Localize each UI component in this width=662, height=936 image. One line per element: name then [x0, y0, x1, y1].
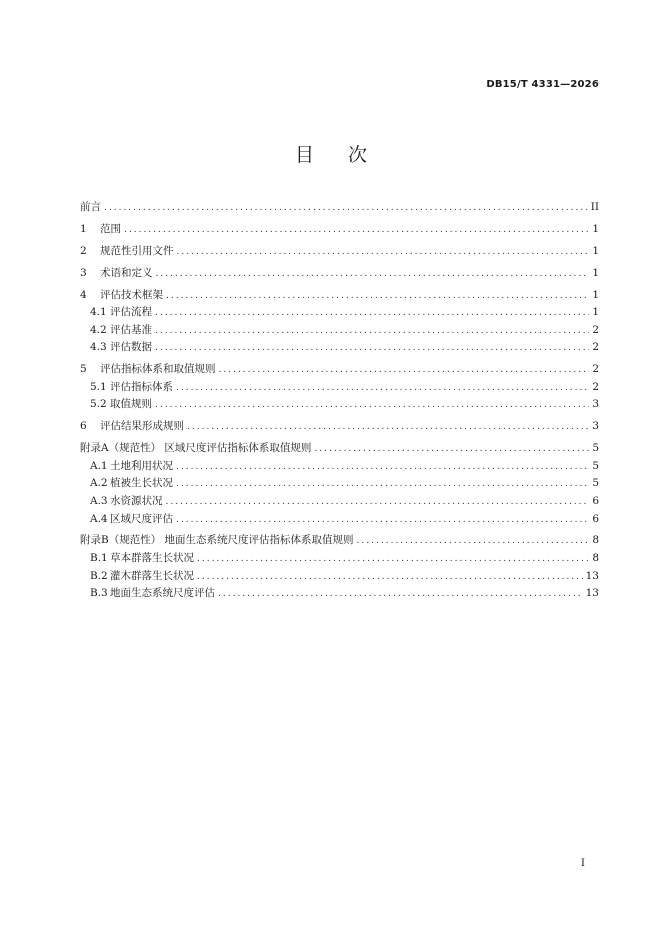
- toc-entry-page: 2: [592, 323, 599, 336]
- page-number: I: [581, 858, 585, 869]
- toc-entry-b-2[interactable]: [80, 568, 599, 586]
- toc-entry-page: 1: [592, 288, 599, 301]
- toc-entry-number: 3: [80, 266, 87, 279]
- toc-entry-number: A.4: [90, 512, 108, 525]
- leader-dots: [218, 586, 583, 604]
- toc-entry-number: B.3: [90, 587, 108, 600]
- toc-entry-label: 规范性引用文件: [100, 244, 174, 257]
- leader-dots: [219, 362, 590, 380]
- toc-entry-page: 6: [592, 512, 599, 525]
- toc-entry-label: 草本群落生长状况: [110, 552, 194, 565]
- toc-entry-page: 1: [592, 306, 599, 319]
- toc-entry-page: 1: [592, 222, 599, 235]
- toc-entry-number: 6: [80, 420, 87, 433]
- toc-entry-page: 13: [585, 587, 599, 600]
- leader-dots: [155, 305, 589, 323]
- toc-entry-2[interactable]: [80, 243, 599, 261]
- document-code: DB15/T 4331—2026: [486, 79, 599, 90]
- toc-entry-label: 水资源状况: [110, 494, 163, 507]
- toc-entry-label: 范围: [100, 222, 121, 235]
- toc-entry-label: 评估流程: [110, 306, 152, 319]
- leader-dots: [176, 512, 589, 530]
- toc-entry-number: 5.2: [90, 398, 107, 411]
- toc-entry-page: 8: [592, 534, 599, 547]
- toc-entry-number: A.1: [90, 459, 108, 472]
- leader-dots: [155, 323, 589, 341]
- leader-dots: [197, 551, 589, 569]
- toc-entry-page: 5: [592, 459, 599, 472]
- leader-dots: [155, 397, 589, 415]
- toc-entry-page: 3: [592, 420, 599, 433]
- leader-dots: [176, 476, 589, 494]
- toc-entry-a-2[interactable]: [80, 475, 599, 493]
- toc-entry-label: 评估结果形成规则: [100, 420, 184, 433]
- toc-entry-appendix-b[interactable]: [80, 532, 599, 550]
- toc-entry-page: 8: [592, 552, 599, 565]
- toc-entry-page: 1: [592, 266, 599, 279]
- leader-dots: [177, 244, 590, 262]
- toc-entry-number: 4.2: [90, 323, 107, 336]
- toc-entry-4-3[interactable]: [80, 339, 599, 357]
- leader-dots: [197, 569, 583, 587]
- toc-entry-number: 5.1: [90, 380, 107, 393]
- leader-dots: [166, 494, 590, 512]
- leader-dots: [166, 288, 589, 306]
- leader-dots: [357, 533, 590, 551]
- toc-entry-number: 5: [80, 363, 87, 376]
- toc-entry-3[interactable]: [80, 265, 599, 283]
- toc-entry-label: 前言: [80, 201, 101, 213]
- leader-dots: [124, 222, 589, 240]
- toc-entry-number: A.3: [90, 494, 108, 507]
- toc-entry-label: 土地利用状况: [110, 459, 173, 472]
- toc-entry-page: 13: [585, 569, 599, 582]
- toc-entry-a-3[interactable]: [80, 493, 599, 511]
- toc-entry-number: A.2: [90, 477, 108, 490]
- leader-dots: [156, 266, 590, 284]
- toc-entry-label: 附录B（规范性） 地面生态系统尺度评估指标体系取值规则: [80, 534, 354, 547]
- toc-entry-label: 灌木群落生长状况: [110, 569, 194, 582]
- leader-dots: [314, 441, 589, 459]
- toc-entry-4-2[interactable]: [80, 322, 599, 340]
- toc-entry-b-3[interactable]: [80, 585, 599, 603]
- toc-entry-number: 1: [80, 222, 87, 235]
- leader-dots: [155, 340, 589, 358]
- toc-entry-number: 4.3: [90, 341, 107, 354]
- toc-entry-4[interactable]: [80, 287, 599, 305]
- toc-entry-label: 评估指标体系: [110, 380, 173, 393]
- toc-entry-label: 评估指标体系和取值规则: [100, 363, 216, 376]
- toc-entry-4-1[interactable]: [80, 304, 599, 322]
- leader-dots: [176, 380, 589, 398]
- toc-entry-page: 5: [592, 477, 599, 490]
- toc-entry-page: 5: [592, 442, 599, 455]
- toc-entry-label: 评估技术框架: [100, 288, 163, 301]
- toc-entry-page: 3: [592, 398, 599, 411]
- toc-entry-number: 4.1: [90, 306, 107, 319]
- toc-entry-b-1[interactable]: [80, 550, 599, 568]
- toc-entry-number: 2: [80, 244, 87, 257]
- toc-entry-page: 1: [592, 244, 599, 257]
- toc-entry-label: 区域尺度评估: [110, 512, 173, 525]
- toc-entry-6[interactable]: [80, 418, 599, 436]
- toc-entry-5[interactable]: [80, 361, 599, 379]
- toc-entry-1[interactable]: [80, 221, 599, 239]
- toc-entry-label: 取值规则: [110, 398, 152, 411]
- toc-entry-page: 2: [592, 363, 599, 376]
- page-title: 目次: [294, 144, 401, 166]
- toc-entry-page: 2: [592, 341, 599, 354]
- toc-entry-label: 评估数据: [110, 341, 152, 354]
- toc-entry-foreword[interactable]: [80, 199, 599, 217]
- toc-entry-appendix-a[interactable]: [80, 440, 599, 458]
- toc-entry-5-1[interactable]: [80, 379, 599, 397]
- leader-dots: [187, 419, 589, 437]
- toc-entry-label: 术语和定义: [100, 266, 153, 279]
- toc-entry-page: 2: [592, 380, 599, 393]
- leader-dots: [104, 200, 588, 218]
- toc-entry-number: B.1: [90, 552, 108, 565]
- toc-entry-page: II: [590, 201, 599, 213]
- toc-entry-number: 4: [80, 288, 87, 301]
- toc-entry-number: B.2: [90, 569, 108, 582]
- leader-dots: [176, 459, 589, 477]
- toc-entry-page: 6: [592, 494, 599, 507]
- toc-entry-a-1[interactable]: [80, 458, 599, 476]
- toc-entry-label: 地面生态系统尺度评估: [110, 587, 215, 600]
- toc-entry-label: 评估基准: [110, 323, 152, 336]
- toc-entry-5-2[interactable]: [80, 396, 599, 414]
- toc-entry-label: 植被生长状况: [110, 477, 173, 490]
- toc-entry-label: 附录A（规范性） 区域尺度评估指标体系取值规则: [80, 442, 312, 455]
- table-of-contents: [80, 199, 599, 603]
- toc-entry-a-4[interactable]: [80, 511, 599, 529]
